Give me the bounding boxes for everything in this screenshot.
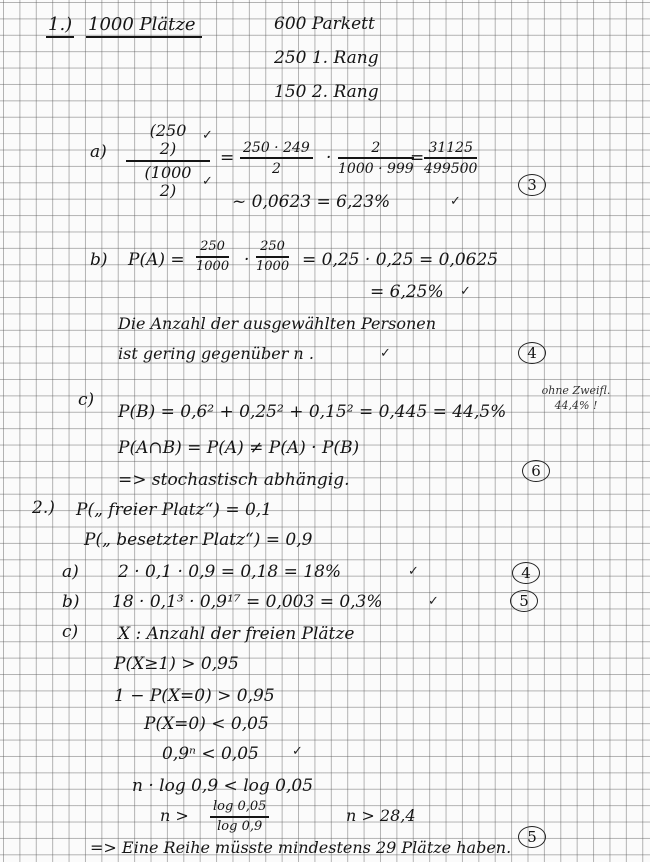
check-mark: ✓ bbox=[460, 284, 471, 299]
fraction-1a-1 bbox=[240, 140, 313, 177]
score-circle-1b: 4 bbox=[518, 342, 546, 364]
part-2c-step-3: P(X=0) < 0,05 bbox=[144, 714, 269, 734]
fraction-numerator: 250 · 249 bbox=[240, 140, 313, 159]
part-1b-label: b) bbox=[90, 250, 108, 270]
binom-top-n: 250 bbox=[155, 121, 187, 140]
score-circle-1a: 3 bbox=[518, 174, 546, 196]
fraction-numerator: 250 bbox=[196, 240, 229, 258]
teacher-margin-note bbox=[532, 384, 620, 414]
check-mark: ✓ bbox=[380, 346, 391, 361]
equals-sign: = bbox=[410, 148, 425, 168]
check-mark: ✓ bbox=[450, 194, 461, 209]
part-1a-label: a) bbox=[90, 142, 107, 162]
part-2a-expression: 2 · 0,1 · 0,9 = 0,18 = 18% bbox=[118, 562, 342, 582]
fraction-denominator: 1000 bbox=[196, 258, 230, 274]
fraction-numerator: log 0,05 bbox=[210, 800, 269, 818]
check-mark: ✓ bbox=[292, 744, 303, 759]
score-circle-2c: 5 bbox=[518, 826, 546, 848]
part-2b-label: b) bbox=[62, 592, 80, 612]
dot-operator: · bbox=[244, 250, 250, 270]
problem-2-p-free: P(„ freier Platz“) = 0,1 bbox=[76, 500, 272, 520]
fraction-denominator: log 0,9 bbox=[217, 818, 263, 834]
fraction-log bbox=[210, 800, 269, 835]
binomial-denominator: (1000 2) bbox=[144, 162, 192, 201]
part-1c-line-3: => stochastisch abhängig. bbox=[118, 470, 350, 490]
seat-row-rang-1: 250 1. Rang bbox=[274, 48, 379, 68]
fraction-1a-3 bbox=[424, 140, 477, 177]
part-1c-line-2: P(A∩B) = P(A) ≠ P(A) · P(B) bbox=[118, 438, 360, 458]
part-2c-definition: X : Anzahl der freien Plätze bbox=[118, 624, 355, 644]
binom-bottom-n: 1000 bbox=[150, 162, 192, 182]
score-circle-1c: 6 bbox=[522, 460, 550, 482]
fraction-numerator: 250 bbox=[256, 240, 289, 258]
part-2c-step-6-prefix: n > bbox=[160, 806, 189, 825]
fraction-1b-2 bbox=[256, 240, 289, 275]
check-mark: ✓ bbox=[408, 564, 419, 579]
binomial-numerator: (250 2) bbox=[126, 122, 210, 162]
score-circle-2b: 5 bbox=[510, 590, 538, 612]
part-1c-line-1: P(B) = 0,6² + 0,25² + 0,15² = 0,445 = 44,5% bbox=[118, 402, 507, 422]
part-2c-label: c) bbox=[62, 622, 79, 642]
seat-row-parkett: 600 Parkett bbox=[274, 14, 375, 34]
part-1b-rhs-percent: = 6,25% bbox=[370, 282, 444, 302]
binom-top-k: 2 bbox=[159, 139, 170, 159]
seat-row-rang-2: 150 2. Rang bbox=[274, 82, 379, 102]
fraction-denominator: 2 bbox=[271, 161, 281, 178]
problem-1-title: 1000 Plätze bbox=[88, 14, 196, 35]
part-2c-conclusion: => Eine Reihe müsste mindestens 29 Plätze haben. bbox=[90, 838, 512, 857]
dot-operator: · bbox=[326, 148, 332, 168]
part-1c-label: c) bbox=[78, 390, 95, 410]
part-2c-step-5: n · log 0,9 < log 0,05 bbox=[132, 776, 314, 796]
part-2c-step-1: P(X≥1) > 0,95 bbox=[114, 654, 239, 674]
part-1b-text-2: ist gering gegenüber n . bbox=[118, 344, 314, 363]
problem-1-title-underline bbox=[86, 36, 202, 38]
margin-note-line-1: ohne Zweifl. bbox=[541, 384, 611, 397]
part-1b-lhs: P(A) = bbox=[128, 250, 185, 270]
part-2c-step-6-result: n > 28,4 bbox=[346, 806, 416, 825]
part-1b-text-1: Die Anzahl der ausgewählten Personen bbox=[118, 314, 437, 333]
check-mark: ✓ bbox=[428, 594, 439, 609]
part-2c-step-2: 1 − P(X=0) > 0,95 bbox=[114, 686, 275, 706]
fraction-numerator: 31125 bbox=[424, 140, 477, 159]
problem-2-p-occupied: P(„ besetzter Platz“) = 0,9 bbox=[84, 530, 313, 550]
margin-note-line-2: 44,4% ! bbox=[554, 398, 598, 412]
part-1b-rhs: = 0,25 · 0,25 = 0,0625 bbox=[302, 250, 499, 270]
binomial-fraction bbox=[126, 122, 210, 201]
fraction-denominator: 499500 bbox=[424, 161, 478, 178]
equals-sign: = bbox=[220, 148, 235, 168]
score-circle-2a: 4 bbox=[512, 562, 540, 584]
fraction-1b-1 bbox=[196, 240, 229, 275]
part-1a-result: ~ 0,0623 = 6,23% bbox=[232, 192, 391, 212]
fraction-1a-2 bbox=[338, 140, 414, 177]
fraction-denominator: 1000 bbox=[256, 258, 290, 274]
binom-bottom-k: 2 bbox=[159, 181, 170, 201]
part-2b-expression: 18 · 0,1³ · 0,9¹⁷ = 0,003 = 0,3% bbox=[112, 592, 383, 612]
problem-2-number: 2.) bbox=[32, 498, 55, 518]
part-2a-label: a) bbox=[62, 562, 79, 582]
check-mark: ✓ bbox=[202, 128, 213, 143]
problem-1-number: 1.) bbox=[48, 14, 73, 35]
fraction-numerator: 2 bbox=[338, 140, 414, 159]
problem-1-underline bbox=[46, 36, 74, 38]
part-2c-step-4: 0,9ⁿ < 0,05 bbox=[162, 744, 259, 764]
fraction-denominator: 1000 · 999 bbox=[338, 161, 414, 178]
check-mark: ✓ bbox=[202, 174, 213, 189]
